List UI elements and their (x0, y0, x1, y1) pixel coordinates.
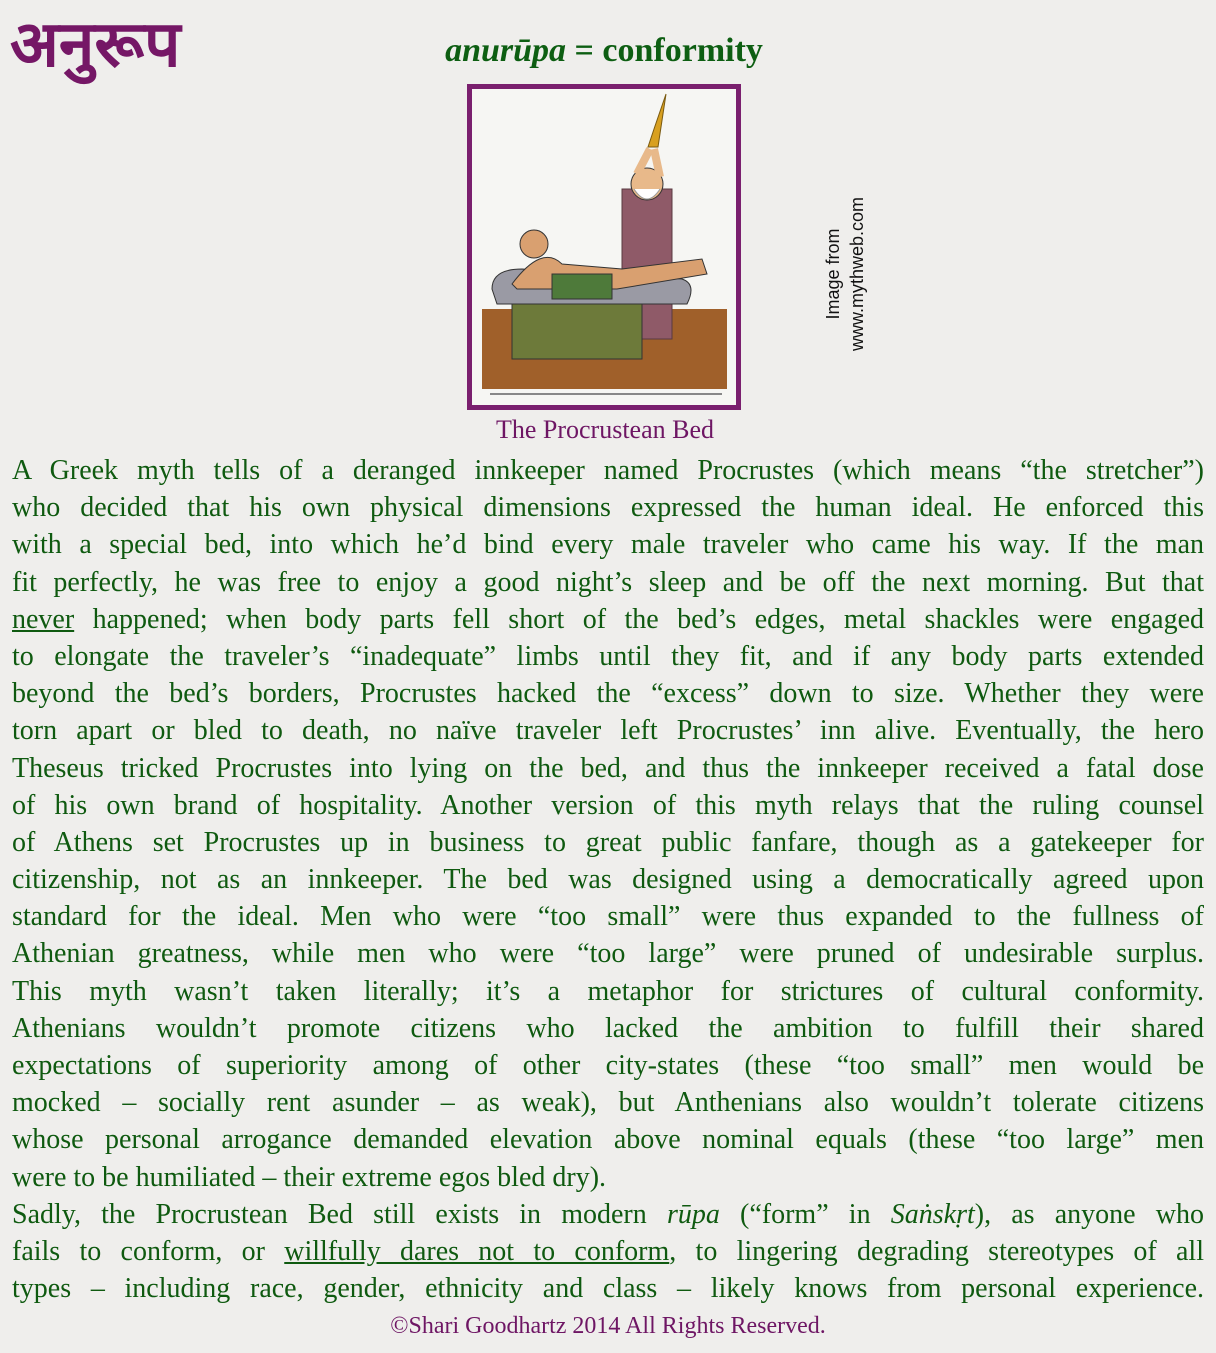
text-segment: Theseus tricked Procrustes into lying on the bed, and thus the innkeeper received a fatal dose (12, 752, 1204, 784)
text-segment: ), as anyone who (974, 1198, 1204, 1230)
text-segment: were to be humiliated – their extreme egos bled dry). (12, 1161, 607, 1193)
text-segment: of his own brand of hospitality. Another version of this myth relays that the ruling counsel (12, 789, 1204, 821)
text-line (12, 1084, 1204, 1121)
text-segment: whose personal arrogance demanded elevation above nominal equals (these “too large” men (12, 1124, 1204, 1156)
text-segment: standard for the ideal. Men who were “too small” were thus expanded to the fullness of (12, 901, 1204, 933)
text-segment: This myth wasn’t taken literally; it’s a metaphor for strictures of cultural conformity. (12, 975, 1204, 1007)
underlined-text: willfully dares not to conform (284, 1235, 670, 1267)
text-segment: fails to conform, or (12, 1235, 285, 1267)
text-line (12, 1121, 1204, 1158)
title-sanskrit-word: anurūpa (445, 32, 567, 69)
text-line (12, 1270, 1204, 1307)
text-segment: with a special bed, into which he’d bind every male traveler who came his way. If the man (12, 529, 1204, 561)
text-line (12, 750, 1204, 787)
text-segment: citizenship, not as an innkeeper. The bed was designed using a democratically agreed upon (12, 864, 1204, 896)
text-line (12, 564, 1204, 601)
text-segment: Athenian greatness, while men who were “too large” were pruned of undesirable surplus. (12, 938, 1204, 970)
italic-text: rūpa (666, 1198, 720, 1230)
text-line (12, 489, 1204, 526)
text-line (12, 712, 1204, 749)
copyright-notice: ©Shari Goodhartz 2014 All Rights Reserved. (390, 1313, 826, 1339)
image-credit (821, 189, 869, 359)
figure-caption: The Procrustean Bed (495, 415, 715, 444)
text-segment: beyond the bed’s borders, Procrustes hacked the “excess” down to size. Whether they were (12, 678, 1204, 710)
text-line (12, 526, 1204, 563)
underlined-text: never (12, 603, 75, 635)
text-segment: , to lingering degrading stereotypes of all (669, 1235, 1204, 1267)
text-segment: Athenians wouldn’t promote citizens who lacked the ambition to fulfill their shared (12, 1012, 1204, 1044)
text-segment: fit perfectly, he was free to enjoy a good night’s sleep and be off the next morning. But that (12, 566, 1204, 598)
text-line (12, 898, 1204, 935)
article-body (12, 452, 1204, 1307)
paragraph (12, 1196, 1204, 1308)
text-segment: Sadly, the Procrustean Bed still exists in modern (12, 1198, 667, 1230)
text-segment: mocked – socially rent asunder – as weak), but Anthenians also wouldn’t tolerate citizens (12, 1087, 1204, 1119)
text-segment: torn apart or bled to death, no naïve traveler left Procrustes’ inn alive. Eventually, the hero (12, 715, 1204, 747)
text-segment: to elongate the traveler’s “inadequate” limbs until they fit, and if any body parts extended (12, 640, 1204, 672)
text-line (12, 638, 1204, 675)
procrustean-bed-illustration (467, 84, 741, 410)
text-segment: happened; when body parts fell short of the bed’s edges, metal shackles were engaged (74, 603, 1204, 635)
text-line (12, 1159, 1204, 1196)
text-line (12, 935, 1204, 972)
text-segment: types – including race, gender, ethnicity and class – likely knows from personal experience. (12, 1273, 1204, 1305)
text-segment: who decided that his own physical dimensions expressed the human ideal. He enforced this (12, 492, 1204, 524)
text-segment: expectations of superiority among of other city-states (these “too small” men would be (12, 1050, 1204, 1081)
credit-url: www.mythweb.com (847, 196, 867, 352)
text-line (12, 1196, 1204, 1233)
text-line (12, 1233, 1204, 1270)
text-line (12, 452, 1204, 489)
credit-line: Image from (823, 228, 843, 320)
text-line (12, 675, 1204, 712)
text-segment: (“form” in (719, 1198, 891, 1230)
cartoon-image (472, 89, 736, 405)
italic-text: Saṅskṛt (890, 1198, 975, 1230)
text-line (12, 1047, 1204, 1084)
devanagari-title: अनुरूप (10, 8, 181, 82)
text-line (12, 824, 1204, 861)
text-line (12, 787, 1204, 824)
text-line (12, 973, 1204, 1010)
title-translation: = conformity (566, 32, 763, 69)
text-line (12, 861, 1204, 898)
page-title (0, 32, 1216, 70)
text-line (12, 601, 1204, 638)
text-line (12, 1010, 1204, 1047)
text-segment: A Greek myth tells of a deranged innkeeper named Procrustes (which means “the stretcher”) (12, 455, 1204, 486)
text-segment: of Athens set Procrustes up in business to great public fanfare, though as a gatekeeper for (12, 826, 1204, 858)
paragraph (12, 452, 1204, 1196)
